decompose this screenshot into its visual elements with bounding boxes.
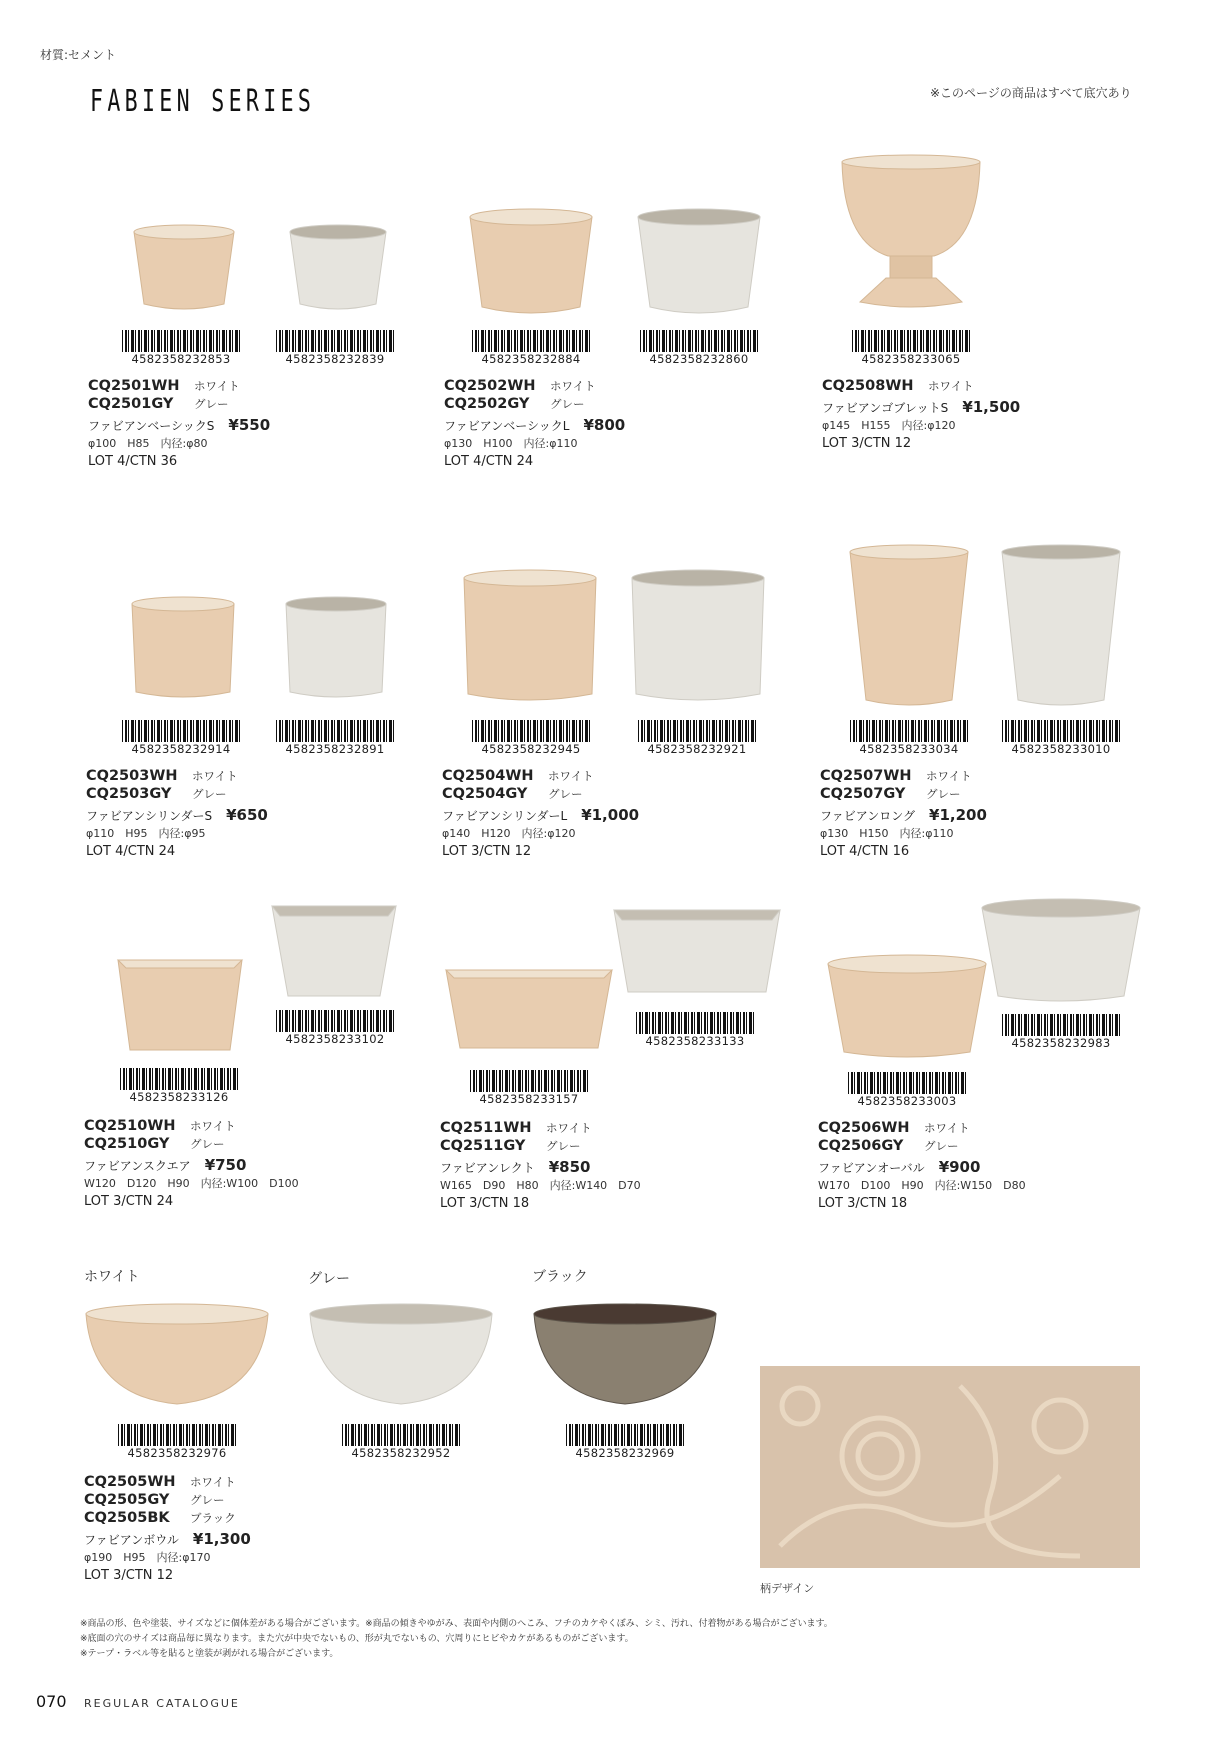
product-lot: LOT 3/CTN 24 [84,1194,174,1209]
product-price: ¥1,300 [192,1530,251,1548]
product-dimensions: φ130 H150 内径:φ110 [820,827,954,840]
pot-image-cq2506gy [978,896,1144,1008]
barcode: 4582358232860 [640,330,758,364]
product-info-cq2503: CQ2503WH ホワイト CQ2503GY グレー ファビアンシリンダーS ¥650 φ110 H95 内径:φ95 LOT 4/CTN 24 [86,768,268,859]
product-code: CQ2505GY [84,1492,170,1508]
product-code: CQ2507WH [820,768,912,784]
pot-image-cq2507wh [846,542,972,712]
bowl-image-cq2505bk [530,1300,720,1410]
pot-image-cq2502gy [634,205,764,323]
pot-image-cq2510gy [268,900,400,1002]
barcode: 4582358233003 [848,1072,966,1106]
product-code: CQ2511WH [440,1120,532,1136]
barcode: 4582358233102 [276,1010,394,1044]
product-dimensions: φ145 H155 内径:φ120 [822,419,956,432]
barcode: 4582358232884 [472,330,590,364]
barcode: 4582358232921 [638,720,756,754]
product-code: CQ2505BK [84,1510,170,1526]
product-price: ¥550 [228,416,271,434]
product-info-cq2504: CQ2504WH ホワイト CQ2504GY グレー ファビアンシリンダーL ¥1,000 φ140 H120 内径:φ120 LOT 3/CTN 12 [442,768,640,859]
footer-notes: ※商品の形、色や塗装、サイズなどに個体差がある場合がございます。※商品の傾きやゆがみ、表面や内側のへこみ、フチのカケやくぼみ、シミ、汚れ、付着物がある場合がございます。 ※底面の穴のサイズは商品毎に異なります。また穴が中央でないもの、形が丸でないもの、穴周りにヒビやカケがあるものがございます。 ※テープ・ラベル等を貼ると塗装が剥がれる場合がございます。 [80,1619,833,1659]
barcode: 4582358232853 [122,330,240,364]
product-name: ファビアンシリンダーL [442,809,568,823]
product-dimensions: W170 D100 H90 内径:W150 D80 [818,1179,1026,1192]
material-label: 材質:セメント [40,48,117,62]
pot-image-cq2501wh [130,222,238,318]
product-lot: LOT 4/CTN 16 [820,844,910,859]
pot-image-cq2501gy [286,222,390,318]
pot-image-cq2507gy [998,542,1124,712]
product-info-cq2510: CQ2510WH ホワイト CQ2510GY グレー ファビアンスクエア ¥750 W120 D120 H90 内径:W100 D100 LOT 3/CTN 24 [84,1118,299,1209]
bowl-label-gray: グレー [308,1271,350,1287]
barcode: 4582358232976 [118,1424,236,1458]
barcode: 4582358232952 [342,1424,460,1458]
product-code: CQ2506WH [818,1120,910,1136]
product-code: CQ2508WH [822,378,914,394]
barcode: 4582358232839 [276,330,394,364]
pot-image-cq2504wh [460,566,600,710]
product-price: ¥1,200 [929,806,987,824]
barcode: 4582358232945 [472,720,590,754]
product-info-cq2506: CQ2506WH ホワイト CQ2506GY グレー ファビアンオーバル ¥900 W170 D100 H90 内径:W150 D80 LOT 3/CTN 18 [818,1120,1026,1211]
product-code: CQ2502WH [444,378,536,394]
page-number: 070 [36,1692,67,1711]
product-lot: LOT 4/CTN 36 [88,454,178,469]
product-name: ファビアンベーシックL [444,419,570,433]
product-lot: LOT 3/CTN 18 [440,1196,530,1211]
product-lot: LOT 3/CTN 12 [822,436,912,451]
product-price: ¥800 [583,416,626,434]
product-code: CQ2503WH [86,768,178,784]
pot-image-cq2504gy [628,566,768,710]
pattern-caption: 柄デザイン [760,1582,815,1595]
product-dimensions: φ100 H85 内径:φ80 [88,437,208,450]
pattern-design-image [760,1366,1140,1568]
barcode: 4582358233065 [852,330,970,364]
pot-image-cq2506wh [824,952,990,1064]
pot-image-cq2511wh [442,960,616,1056]
product-code: CQ2502GY [444,396,530,412]
product-dimensions: W165 D90 H80 内径:W140 D70 [440,1179,641,1192]
product-dimensions: φ110 H95 内径:φ95 [86,827,206,840]
product-name: ファビアンボウル [84,1533,179,1547]
product-code: CQ2504WH [442,768,534,784]
product-name: ファビアンロング [820,809,916,823]
barcode: 4582358232914 [122,720,240,754]
pot-image-cq2502wh [466,205,596,323]
product-price: ¥650 [226,806,268,824]
barcode: 4582358233034 [850,720,968,754]
barcode: 4582358232891 [276,720,394,754]
bowl-image-cq2505gy [306,1300,496,1410]
pot-image-cq2508wh [838,152,984,318]
barcode: 4582358233133 [636,1012,754,1046]
product-name: ファビアンレクト [440,1161,535,1175]
product-name: ファビアンシリンダーS [86,809,213,823]
product-info-cq2507: CQ2507WH ホワイト CQ2507GY グレー ファビアンロング ¥1,200 φ130 H150 内径:φ110 LOT 4/CTN 16 [820,768,987,859]
product-code: CQ2505WH [84,1474,176,1490]
product-code: CQ2511GY [440,1138,526,1154]
product-lot: LOT 3/CTN 12 [84,1568,174,1583]
product-name: ファビアンベーシックS [88,419,215,433]
product-lot: LOT 4/CTN 24 [86,844,176,859]
pot-image-cq2510wh [114,950,246,1058]
product-dimensions: W120 D120 H90 内径:W100 D100 [84,1177,299,1190]
product-price: ¥850 [548,1158,591,1176]
barcode: 4582358233157 [470,1070,588,1104]
product-info-cq2502: CQ2502WH ホワイト CQ2502GY グレー ファビアンベーシックL ¥800 φ130 H100 内径:φ110 LOT 4/CTN 24 [444,378,626,469]
product-code: CQ2503GY [86,786,172,802]
product-lot: LOT 3/CTN 18 [818,1196,908,1211]
product-dimensions: φ130 H100 内径:φ110 [444,437,578,450]
product-code: CQ2506GY [818,1138,904,1154]
catalogue-label: REGULAR CATALOGUE [84,1697,240,1710]
product-code: CQ2510WH [84,1118,176,1134]
product-code: CQ2501WH [88,378,180,394]
product-info-cq2505: CQ2505WH ホワイト CQ2505GY グレー CQ2505BK ブラック ファビアンボウル ¥1,300 φ190 H95 内径:φ170 LOT 3/CTN 12 [84,1474,251,1583]
product-code: CQ2510GY [84,1136,170,1152]
pot-image-cq2511gy [610,904,784,1000]
product-price: ¥900 [938,1158,981,1176]
bowl-label-white: ホワイト [84,1269,140,1285]
product-info-cq2508: CQ2508WH ホワイト ファビアンゴブレットS ¥1,500 φ145 H155 内径:φ120 LOT 3/CTN 12 [822,378,1021,451]
product-price: ¥1,000 [581,806,640,824]
barcode: 4582358232969 [566,1424,684,1458]
barcode: 4582358233010 [1002,720,1120,754]
bowl-label-black: ブラック [532,1269,588,1285]
drain-hole-note: ※このページの商品はすべて底穴あり [930,86,1132,100]
product-code: CQ2501GY [88,396,174,412]
product-info-cq2501: CQ2501WH ホワイト CQ2501GY グレー ファビアンベーシックS ¥550 φ100 H85 内径:φ80 LOT 4/CTN 36 [88,378,271,469]
product-dimensions: φ140 H120 内径:φ120 [442,827,576,840]
product-lot: LOT 3/CTN 12 [442,844,532,859]
product-dimensions: φ190 H95 内径:φ170 [84,1551,211,1564]
product-name: ファビアンゴブレットS [822,401,949,415]
barcode: 4582358232983 [1002,1014,1120,1048]
product-name: ファビアンオーバル [818,1161,925,1175]
product-code: CQ2504GY [442,786,528,802]
pot-image-cq2503gy [282,594,390,706]
barcode: 4582358233126 [120,1068,238,1102]
product-price: ¥750 [204,1156,247,1174]
product-code: CQ2507GY [820,786,906,802]
product-price: ¥1,500 [962,398,1021,416]
product-lot: LOT 4/CTN 24 [444,454,534,469]
pot-image-cq2503wh [128,594,238,706]
product-info-cq2511: CQ2511WH ホワイト CQ2511GY グレー ファビアンレクト ¥850 W165 D90 H80 内径:W140 D70 LOT 3/CTN 18 [440,1120,641,1211]
page-title: FABIEN SERIES [90,84,316,119]
bowl-image-cq2505wh [82,1300,272,1410]
product-name: ファビアンスクエア [84,1159,191,1173]
